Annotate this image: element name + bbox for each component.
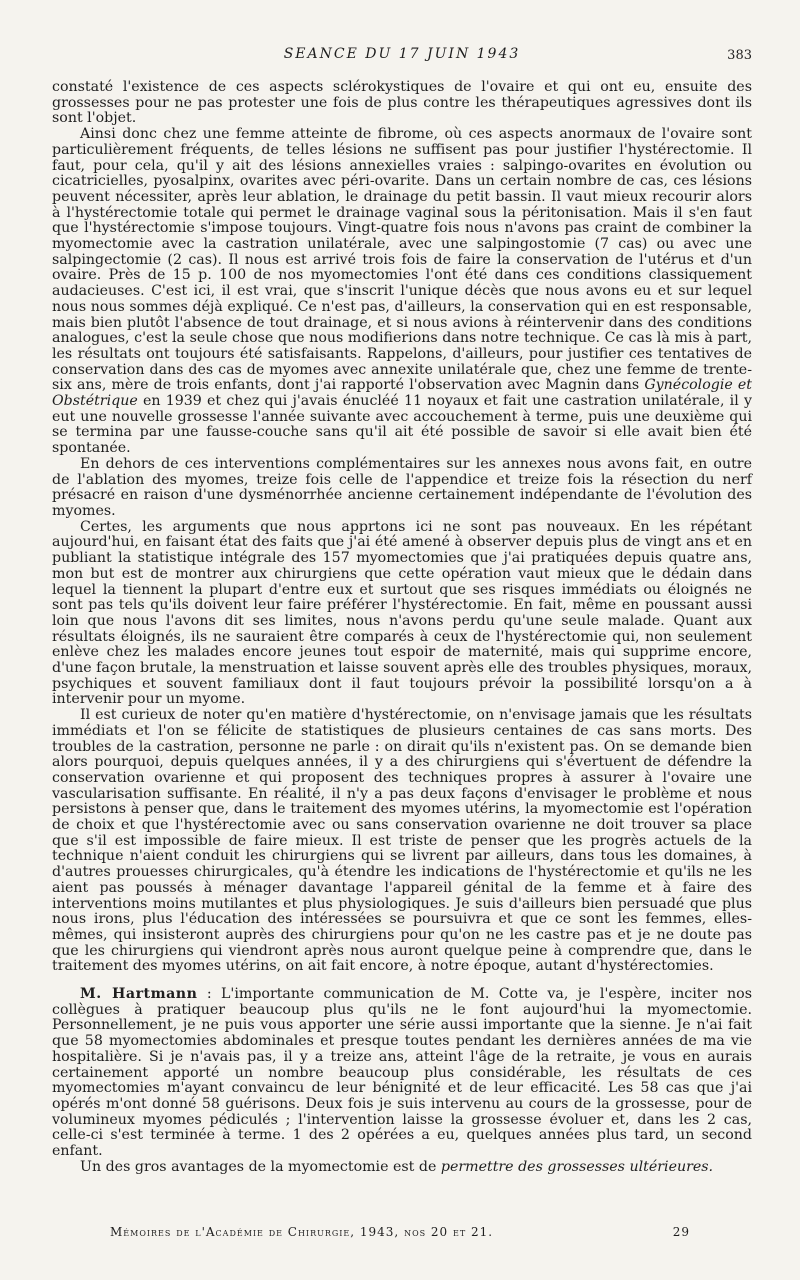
paragraph-5 xyxy=(52,708,752,975)
running-head xyxy=(52,40,752,70)
speaker-name: M. Hartmann xyxy=(80,986,198,1003)
emphasis-text: permettre des grossesses ultérieures. xyxy=(440,1158,714,1175)
paragraph-4 xyxy=(52,520,752,708)
paragraph-7 xyxy=(52,1160,752,1176)
paragraph-text: Un des gros avantages de la myomectomie est de xyxy=(80,1158,441,1175)
paragraph-text: En dehors de ces interventions complémentaires sur les annexes nous avons fait, en outre de l'ablation des myomes, treize fois celle de l'appendice et treize fois la résection du nerf présacré en raison d'une dysménorrhée ancienne certainement indépendante de l'évolution des myomes. xyxy=(52,455,752,519)
article-body xyxy=(52,80,752,1176)
paragraph-2 xyxy=(52,127,752,457)
running-title: SEANCE DU 17 JUIN 1943 xyxy=(283,46,521,62)
paragraph-text: Il est curieux de noter qu'en matière d'hystérectomie, on n'envisage jamais que les résultats immédiats et l'on se félicite de statistiques de plusieurs centaines de cas sans morts. Des troubles de la castration, personne ne parle : on dirait qu'ils n'existent pas. On se demande bien alors pourquoi, depuis quelques années, il y a des chirurgiens qui s'évertuent de défendre la conservation ovarienne et qui proposent des techniques propres à assurer à l'ovaire une vascularisation suffisante. En réalité, il n'y a pas deux façons d'envisager le problème et nous persistons à penser que, dans le traitement des myomes utérins, la myomectomie est l'opération de choix et que l'hystérectomie avec ou sans conservation ovarienne ne doit trouver sa place que s'il est impossible de faire mieux. Il est triste de penser que les progrès actuels de la technique n'aient conduit les chirurgiens qui se livrent par ailleurs, dans tous les domaines, à d'autres prouesses chirurgicales, qu'à étendre les indications de l'hystérectomie et qu'ils ne les aient pas poussés à ménager davantage l'appareil génital de la femme et à faire des interventions moins mutilantes et plus physiologiques. Je suis d'ailleurs bien persuadé que plus nous irons, plus l'éducation des intéressées se poursuivra et que ce sont les femmes, elles-mêmes, qui insisteront auprès des chirurgiens pour qu'on ne les castre pas et je ne doute pas que les chirurgiens qui viendront après nous auront quelque peine à comprendre que, dans le traitement des myomes utérins, on ait fait encore, à notre époque, autant d'hystérectomies. xyxy=(52,707,752,975)
paragraph-text: : L'importante communication de M. Cotte va, je l'espère, inciter nos collègues à pratiquer beaucoup plus qu'ils ne le font aujourd'hui la myomectomie. Personnellement, je ne puis vous apporter une série aussi importante que la sienne. Je n'ai fait que 58 myomectomies abdominales et presque toutes pendant les dernières années de ma vie hospitalière. Si je n'avais pas, il y a treize ans, atteint l'âge de la retraite, je vous en aurais certainement apporté un nombre beaucoup plus considérable, les résultats de ces myomectomies m'ayant convaincu de leur bénignité et de leur efficacité. Les 58 cas que j'ai opérés m'ont donné 58 guérisons. Deux fois je suis intervenu au cours de la grossesse, pour de volumineux myomes pédiculés ; l'intervention laisse la grossesse évoluer et, dans les 2 cas, celle-ci s'est terminée à terme. 1 des 2 opérées a eu, quelques années plus tard, un second enfant. xyxy=(52,986,753,1160)
paragraph-1 xyxy=(52,80,752,127)
footer-citation: Mémoires de l'Académie de Chirurgie, 1943, nos 20 et 21. xyxy=(110,1225,494,1239)
paragraph-6 xyxy=(52,987,752,1160)
paragraph-3 xyxy=(52,457,752,520)
paragraph-text: Ainsi donc chez une femme atteinte de fibrome, où ces aspects anormaux de l'ovaire sont particulièrement fréquents, de telles lésions ne suffisent pas pour justifier l'hystérectomie. Il faut, pour cela, qu'il y ait des lésions annexielles vraies : salpingo-ovarites en évolution ou cicatricielles, pyosalpinx, ovarites avec péri-ovarite. Dans un certain nombre de cas, ces lésions peuvent nécessiter, après leur ablation, le drainage du petit bassin. Il vaut mieux recourir alors à l'hystérectomie totale qui permet le drainage vaginal sous la péritonisation. Mais il s'en faut que l'hystérectomie s'impose toujours. Vingt-quatre fois nous n'avons pas craint de combiner la myomectomie avec la castration unilatérale, avec une salpingostomie (7 cas) ou avec une salpingectomie (2 cas). Il nous est arrivé trois fois de faire la conservation de l'utérus et d'un ovaire. Près de 15 p. 100 de nos myomectomies l'ont été dans ces conditions classiquement audacieuses. C'est ici, il est vrai, que s'inscrit l'unique décès que nous avons eu et sur lequel nous nous sommes déjà expliqué. Ce n'est pas, d'ailleurs, la conservation qui en est responsable, mais bien plutôt l'absence de tout drainage, et si nous avions à réintervenir dans des conditions analogues, c'est la seule chose que nous modifierions dans notre technique. Ce cas là mis à part, les résultats ont toujours été satisfaisants. Rappelons, d'ailleurs, pour justifier ces tentatives de conservation dans des cas de myomes avec annexite unilatérale que, chez une femme de trente-six ans, mère de trois enfants, dont j'ai rapporté l'observation avec Magnin dans xyxy=(52,126,752,394)
paragraph-text-after: en 1939 et chez qui j'avais énucléé 11 noyaux et fait une castration unilatérale, il y eut une nouvelle grossesse l'année suivante avec accouchement à terme, puis une deuxième qui se termina par une fausse-couche sans qu'il ait été possible de savoir si elle avait bien été spontanée. xyxy=(52,393,752,457)
paragraph-text: Certes, les arguments que nous apprtons ici ne sont pas nouveaux. En les répétant aujourd'hui, en faisant état des faits que j'ai été amené à observer depuis plus de vingt ans et en publiant la statistique intégrale des 157 myomectomies que j'ai pratiquées depuis quatre ans, mon but est de montrer aux chirurgiens que cette opération vaut mieux que le dédain dans lequel la tiennent la plupart d'entre eux et surtout que ses risques immédiats ou éloignés ne sont pas tels qu'ils doivent leur faire préférer l'hystérectomie. En fait, même en poussant aussi loin que nous l'avons dit ses limites, nous n'avons perdu qu'une seule malade. Quant aux résultats éloignés, ils ne sauraient être comparés à ceux de l'hystérectomie qui, non seulement enlève chez les malades encore jeunes tout espoir de maternité, mais qui supprime encore, d'une façon brutale, la menstruation et laisse souvent après elle des troubles physiques, moraux, psychiques et souvent familiaux dont il faut toujours prévoir la possibilité lorsqu'on a à intervenir pour un myome. xyxy=(52,518,752,708)
page-footer xyxy=(110,1225,690,1239)
page-number: 383 xyxy=(727,48,752,63)
paragraph-text: constaté l'existence de ces aspects sclérokystiques de l'ovaire et qui ont eu, ensuite des grossesses pour ne pas protester une fois de plus contre les thérapeutiques agressives dont ils sont l'objet. xyxy=(52,79,752,127)
footer-page-number: 29 xyxy=(672,1225,690,1239)
journal-title: Gynécologie et Obstétrique xyxy=(52,377,753,410)
